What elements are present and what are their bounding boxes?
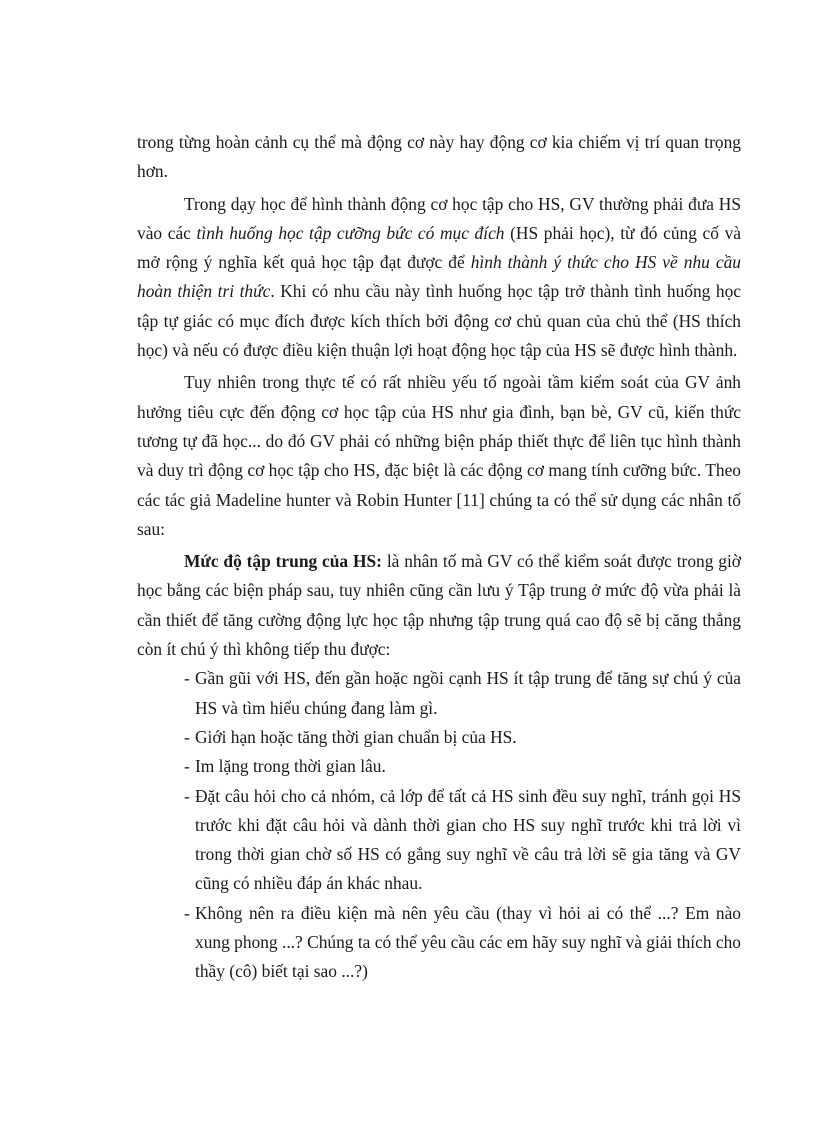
bold-heading-concentration: Mức độ tập trung của HS: <box>184 551 382 572</box>
list-dash-marker: - <box>184 756 190 777</box>
list-item-text: Im lặng trong thời gian lâu. <box>195 756 386 777</box>
list-dash-marker: - <box>184 785 190 806</box>
paragraph-external-factors: Tuy nhiên trong thực tế có rất nhiều yếu tố ngoài tầm kiểm soát của GV ảnh hưởng tiêu cực đến động cơ học tập của HS như gia đình, bạn bè, GV cũ, kiến thức tương tự đã học... do đó GV phải có những biện pháp thiết thực để liên tục hình thành và duy trì động cơ học tập cho HS, đặc biệt là các động cơ mang tính cưỡng bức. Theo các tác giả Madeline hunter và Robin Hunter [11] chúng ta có thể sử dụng các nhân tố sau: <box>137 372 741 539</box>
document-page <box>137 128 741 987</box>
list-dash-marker: - <box>184 726 190 747</box>
list-item <box>137 664 741 723</box>
list-item-text: Giới hạn hoặc tăng thời gian chuẩn bị của HS. <box>195 726 517 747</box>
list-item <box>137 752 741 781</box>
paragraph-motivation-teaching <box>137 190 741 366</box>
list-item <box>137 782 741 899</box>
list-item-text: Không nên ra điều kiện mà nên yêu cầu (thay vì hỏi ai có thể ...? Em nào xung phong ...? Chúng ta có thể yêu cầu các em hãy suy nghĩ và giải thích cho thầy (cô) biết tại sao ...?) <box>195 902 741 982</box>
list-item <box>137 723 741 752</box>
list-item-text: Gần gũi với HS, đến gần hoặc ngồi cạnh HS ít tập trung để tăng sự chú ý của HS và tìm hiểu chúng đang làm gì. <box>195 668 741 718</box>
text-run: Trong dạy học để hình thành động cơ học tập cho HS, GV thường phải đưa HS vào các <box>137 193 741 243</box>
italic-phrase-forced-learning: tình huống học tập cưỡng bức có mục đích <box>196 222 505 243</box>
paragraph-continuation: trong từng hoàn cảnh cụ thể mà động cơ này hay động cơ kia chiếm vị trí quan trọng hơn. <box>137 132 741 182</box>
text-run: (HS phải học), từ đó củng cố và mở rộng ý nghĩa kết quả học tập đạt được để <box>137 222 742 273</box>
list-dash-marker: - <box>184 668 190 689</box>
italic-phrase-awareness: hình thành ý thức cho HS về nhu cầu hoàn thiện tri thức <box>137 252 741 302</box>
text-run: . Khi có nhu cầu này tình huống học tập trở thành tình huống học tập tự giác có mục đích được kích thích bởi động cơ chủ quan của chủ thể (HS thích học) và nếu có được điều kiện thuận lợi hoạt động học tập của HS sẽ được hình thành. <box>137 281 741 361</box>
measures-list <box>137 664 741 986</box>
text-run: là nhân tố mà GV có thể kiểm soát được trong giờ học bằng các biện pháp sau, tuy nhiên cũng cần lưu ý Tập trung ở mức độ vừa phải là cần thiết để tăng cường động lực học tập nhưng tập trung quá cao độ sẽ bị căng thẳng còn ít chú ý thì không tiếp thu được: <box>137 551 741 660</box>
list-dash-marker: - <box>184 902 190 923</box>
paragraph-concentration-level <box>137 547 741 664</box>
list-item-text: Đặt câu hỏi cho cả nhóm, cả lớp để tất cả HS sinh đều suy nghĩ, tránh gọi HS trước khi đặt câu hỏi và dành thời gian cho HS suy nghĩ trước khi trả lời vì trong thời gian chờ số HS có gắng suy nghĩ về câu trả lời sẽ gia tăng và GV cũng có nhiều đáp án khác nhau. <box>195 785 741 894</box>
list-item <box>137 899 741 987</box>
